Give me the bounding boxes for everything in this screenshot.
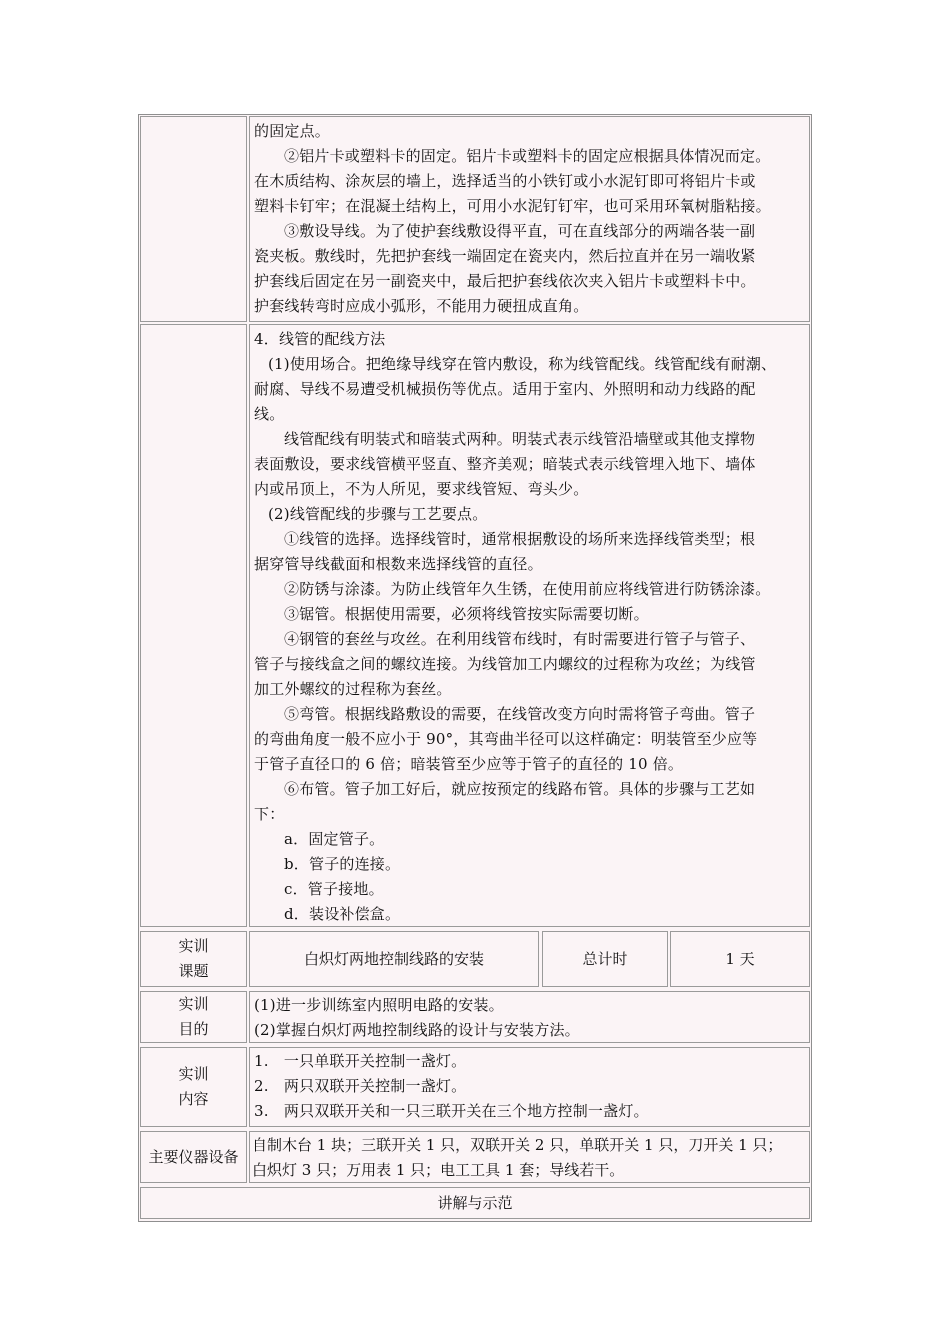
- row2-line: 管子与接线盒之间的螺纹连接。为线管加工内螺纹的过程称为攻丝；为线管: [254, 655, 756, 673]
- row2-line: ⑥布管。管子加工好后，就应按预定的线路布管。具体的步骤与工艺如: [284, 780, 756, 798]
- row1-line: 护套线转弯时应成小弧形，不能用力硬扭成直角。: [254, 297, 589, 315]
- hours-value-cell: [670, 931, 810, 987]
- row1-content-cell: [249, 116, 810, 322]
- row1-line: 瓷夹板。敷线时，先把护套线一端固定在瓷夹内，然后拉直并在另一端收紧: [254, 247, 756, 265]
- topic-label-line1: 实训: [178, 937, 209, 955]
- row2-line: (1)使用场合。把绝缘导线穿在管内敷设，称为线管配线。线管配线有耐潮、: [268, 355, 777, 373]
- row2-line: 于管子直径口的 6 倍；暗装管至少应等于管子的直径的 10 倍。: [254, 755, 684, 773]
- row2-line: 下：: [254, 805, 285, 823]
- row2-list-item: b．管子的连接。: [284, 855, 401, 873]
- purpose-line: (2)掌握白炽灯两地控制线路的设计与安装方法。: [254, 1021, 580, 1039]
- row2-line: 耐腐、导线不易遭受机械损伤等优点。适用于室内、外照明和动力线路的配: [254, 380, 756, 398]
- purpose-text: [254, 993, 807, 1043]
- equipment-label: 主要仪器设备: [148, 1147, 239, 1166]
- purpose-label-cell: [140, 991, 247, 1043]
- row2-line: ①线管的选择。选择线管时，通常根据敷设的场所来选择线管类型；根: [284, 530, 756, 548]
- row2-text: [254, 327, 807, 927]
- content-label-line1: 实训: [178, 1065, 209, 1083]
- section-heading: 4．线管的配线方法: [254, 330, 386, 348]
- equipment-text: [252, 1133, 807, 1183]
- row1-label-cell: [140, 116, 247, 322]
- row2-line: 据穿管导线截面和根数来选择线管的直径。: [254, 555, 543, 573]
- equipment-content-cell: [249, 1131, 810, 1183]
- row2-line: ⑤弯管。根据线路敷设的需要，在线管改变方向时需将管子弯曲。管子: [284, 705, 756, 723]
- row2-list-item: c．管子接地。: [284, 880, 384, 898]
- purpose-content-cell: [249, 991, 810, 1043]
- row2-line: 的弯曲角度一般不应小于 90°，其弯曲半径可以这样确定：明装管至少应等: [254, 730, 758, 748]
- purpose-label-line2: 目的: [178, 1020, 209, 1038]
- row1-line: 的固定点。: [254, 122, 331, 140]
- row1-line: 塑料卡钉牢；在混凝土结构上，可用小水泥钉钉牢，也可采用环氧树脂粘接。: [254, 197, 771, 215]
- row2-line: 表面敷设，要求线管横平竖直、整齐美观；暗装式表示线管埋入地下、墙体: [254, 455, 756, 473]
- topic-value: 白炽灯两地控制线路的安装: [303, 949, 484, 968]
- hours-value: 1 天: [725, 949, 755, 968]
- row1-line: 在木质结构、涂灰层的墙上，选择适当的小铁钉或小水泥钉即可将铝片卡或: [254, 172, 756, 190]
- content-line: 1. 一只单联开关控制一盏灯。: [254, 1052, 467, 1070]
- row1-text: [254, 119, 807, 319]
- row2-content-cell: [249, 324, 810, 927]
- purpose-line: (1)进一步训练室内照明电路的安装。: [254, 996, 504, 1014]
- hours-label-cell: [542, 931, 668, 987]
- row2-line: (2)线管配线的步骤与工艺要点。: [268, 505, 488, 523]
- equipment-line: 自制木台 1 块；三联开关 1 只，双联开关 2 只，单联开关 1 只，刀开关 1 只；: [252, 1136, 783, 1154]
- row2-label-cell: [140, 324, 247, 927]
- topic-label-line2: 课题: [178, 962, 209, 980]
- footer-cell: [140, 1187, 810, 1219]
- equipment-label-cell: [140, 1131, 247, 1183]
- row2-line: ③锯管。根据使用需要，必须将线管按实际需要切断。: [284, 605, 649, 623]
- equipment-line: 白炽灯 3 只；万用表 1 只；电工工具 1 套；导线若干。: [252, 1161, 625, 1179]
- row2-list-item: d．装设补偿盒。: [284, 905, 401, 923]
- purpose-label-line1: 实训: [178, 995, 209, 1013]
- content-text: [254, 1049, 807, 1124]
- row2-line: ②防锈与涂漆。为防止线管年久生锈，在使用前应将线管进行防锈涂漆。: [284, 580, 771, 598]
- row2-line: 线。: [254, 405, 285, 423]
- row2-line: 内或吊顶上，不为人所见，要求线管短、弯头少。: [254, 480, 589, 498]
- row2-line: 线管配线有明装式和暗装式两种。明装式表示线管沿墙壁或其他支撑物: [284, 430, 756, 448]
- hours-label: 总计时: [582, 949, 628, 968]
- content-line: 2. 两只双联开关控制一盏灯。: [254, 1077, 467, 1095]
- row2-line: ④钢管的套丝与攻丝。在利用线管布线时，有时需要进行管子与管子、: [284, 630, 756, 648]
- footer-label: 讲解与示范: [437, 1193, 513, 1212]
- topic-label-cell: [140, 931, 247, 987]
- content-label-line2: 内容: [178, 1090, 209, 1108]
- topic-value-cell: [249, 931, 539, 987]
- content-line: 3. 两只双联开关和一只三联开关在三个地方控制一盏灯。: [254, 1102, 649, 1120]
- row1-line: ②铝片卡或塑料卡的固定。铝片卡或塑料卡的固定应根据具体情况而定。: [284, 147, 771, 165]
- content-label-cell: [140, 1047, 247, 1127]
- row1-line: 护套线后固定在另一副瓷夹中，最后把护套线依次夹入铝片卡或塑料卡中。: [254, 272, 756, 290]
- row2-line: 加工外螺纹的过程称为套丝。: [254, 680, 452, 698]
- row1-line: ③敷设导线。为了使护套线敷设得平直，可在直线部分的两端各装一副: [284, 222, 756, 240]
- row2-list-item: a．固定管子。: [284, 830, 385, 848]
- content-content-cell: [249, 1047, 810, 1127]
